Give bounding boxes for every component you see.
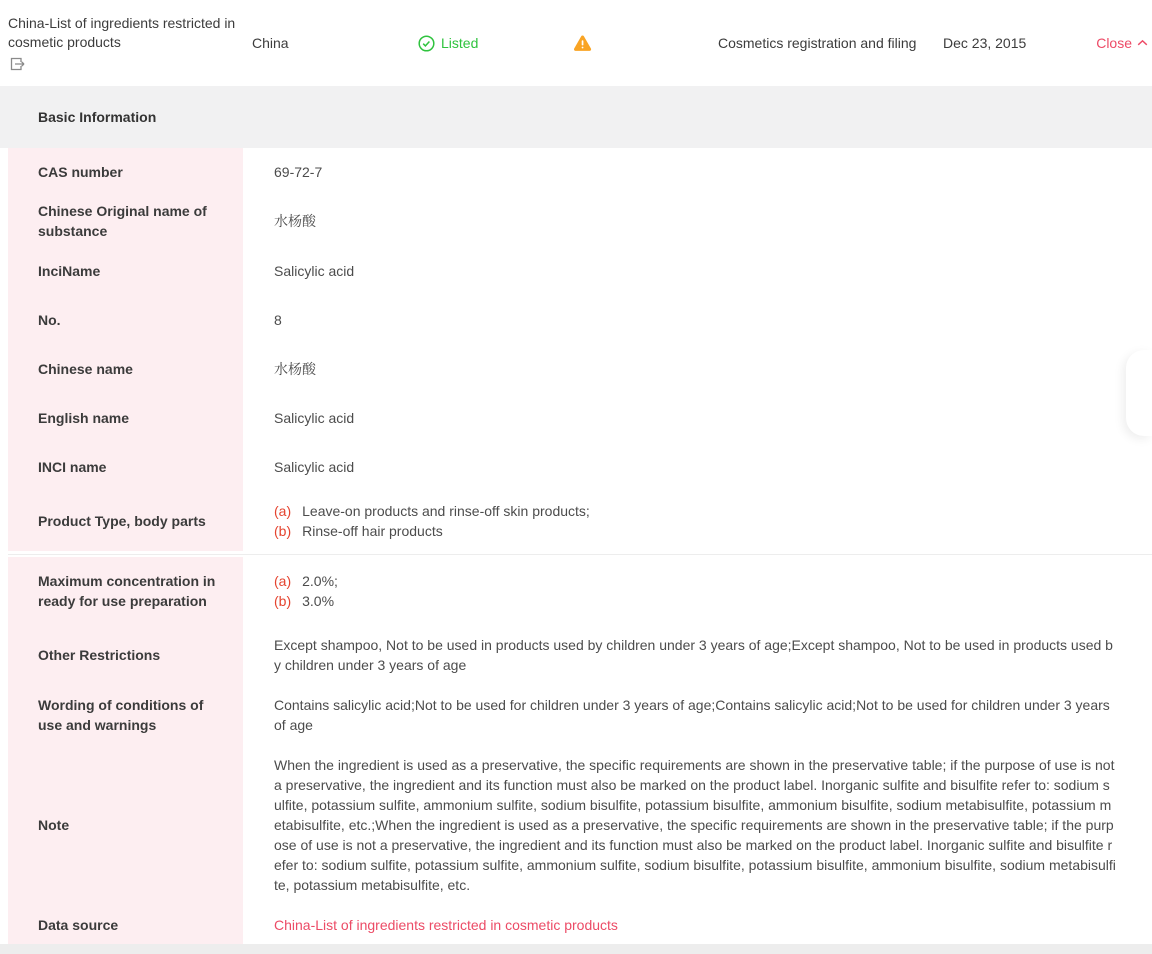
list-item	[274, 521, 1116, 541]
table-row	[8, 442, 1152, 491]
table-row	[8, 393, 1152, 442]
record-header	[0, 0, 1152, 86]
table-row	[8, 196, 1152, 246]
export-icon[interactable]	[8, 55, 26, 73]
table-row	[8, 685, 1152, 745]
field-label: Chinese name	[8, 344, 243, 393]
list-item	[274, 591, 1116, 611]
field-value: 8	[274, 311, 282, 328]
field-label: Wording of conditions of use and warnings	[8, 685, 243, 745]
close-button-label: Close	[1096, 34, 1132, 51]
field-label: INCI name	[8, 442, 243, 491]
field-value	[243, 625, 1152, 685]
detail-table	[0, 148, 1152, 945]
table-row	[8, 148, 1152, 196]
check-circle-icon	[418, 35, 435, 52]
table-row	[8, 905, 1152, 945]
close-button[interactable]	[1093, 34, 1152, 53]
field-value-text: When the ingredient is used as a preservative, the specific requirements are shown in the preservative table; if the purpose of use is not a preservative, the ingredient and its function must also be marked on the product label. Inorganic sulfite and bisulfite refer to: sodium sulfite, potassium sulfite, ammonium sulfite, sodium bisulfite, potassium bisulfite, ammonium bisulfite, sodium metabisulfite, potassium metabisulfite, etc.;When the ingredient is used as a preservative, the specific requirements are shown in the preservative table; if the purpose of use is not a preservative, the ingredient and its function must also be marked on the product label. Inorganic sulfite and bisulfite refer to: sodium sulfite, potassium sulfite, ammonium sulfite, sodium bisulfite, potassium bisulfite, ammonium bisulfite, sodium metabisulfite, potassium metabisulfite, etc.	[274, 757, 1116, 893]
field-value	[243, 685, 1152, 745]
table-row	[8, 625, 1152, 685]
item-marker: (b)	[274, 593, 292, 609]
table-row	[8, 295, 1152, 344]
field-label: Data source	[8, 905, 243, 945]
table-row	[8, 745, 1152, 905]
field-label: English name	[8, 393, 243, 442]
field-value: Salicylic acid	[274, 458, 355, 475]
item-text: 3.0%	[302, 593, 335, 609]
field-value: 水杨酸	[274, 360, 316, 377]
record-title-block	[0, 14, 244, 73]
country-label: China	[252, 34, 289, 51]
field-label: Note	[8, 745, 243, 905]
data-source-link[interactable]: China-List of ingredients restricted in cosmetic products	[274, 917, 618, 933]
field-value: Salicylic acid	[274, 409, 355, 426]
item-text: Leave-on products and rinse-off skin products;	[302, 503, 590, 519]
field-value	[243, 491, 1152, 551]
section-title: Basic Information	[38, 109, 157, 125]
record-title: China-List of ingredients restricted in cosmetic products	[8, 14, 236, 50]
table-row	[8, 246, 1152, 295]
chevron-up-icon	[1137, 39, 1148, 47]
item-text: Rinse-off hair products	[302, 523, 443, 539]
category-label: Cosmetics registration and filing	[718, 34, 917, 51]
field-label: No.	[8, 295, 243, 344]
warning-triangle-icon[interactable]	[573, 35, 592, 52]
field-value	[243, 905, 1152, 945]
field-label: CAS number	[8, 148, 243, 196]
field-label: Chinese Original name of substance	[8, 196, 243, 246]
side-panel-handle[interactable]	[1126, 350, 1152, 436]
list-item	[274, 501, 1116, 521]
table-row	[8, 344, 1152, 393]
date-label: Dec 23, 2015	[943, 34, 1027, 51]
field-value: 水杨酸	[274, 213, 316, 229]
field-label: Maximum concentration in ready for use preparation	[8, 557, 243, 625]
bottom-strip	[0, 944, 1152, 954]
status-label: Listed	[441, 34, 479, 51]
field-label: Other Restrictions	[8, 625, 243, 685]
status-badge	[410, 34, 565, 53]
item-text: 2.0%;	[302, 573, 338, 589]
list-item	[274, 571, 1116, 591]
item-marker: (a)	[274, 503, 292, 519]
field-value-text: Except shampoo, Not to be used in products used by children under 3 years of age;Except shampoo, Not to be used in products used by children under 3 years of age	[274, 637, 1113, 673]
field-value	[243, 557, 1152, 625]
item-marker: (b)	[274, 523, 292, 539]
table-row	[8, 557, 1152, 625]
field-value: 69-72-7	[274, 164, 323, 180]
field-label: Product Type, body parts	[8, 491, 243, 551]
field-value-text: Contains salicylic acid;Not to be used for children under 3 years of age;Contains salicylic acid;Not to be used for children under 3 years of age	[274, 697, 1110, 733]
item-marker: (a)	[274, 573, 292, 589]
field-value: Salicylic acid	[274, 262, 355, 279]
table-row	[8, 491, 1152, 551]
field-value	[243, 745, 1152, 905]
field-label: InciName	[8, 246, 243, 295]
section-header	[0, 86, 1152, 148]
